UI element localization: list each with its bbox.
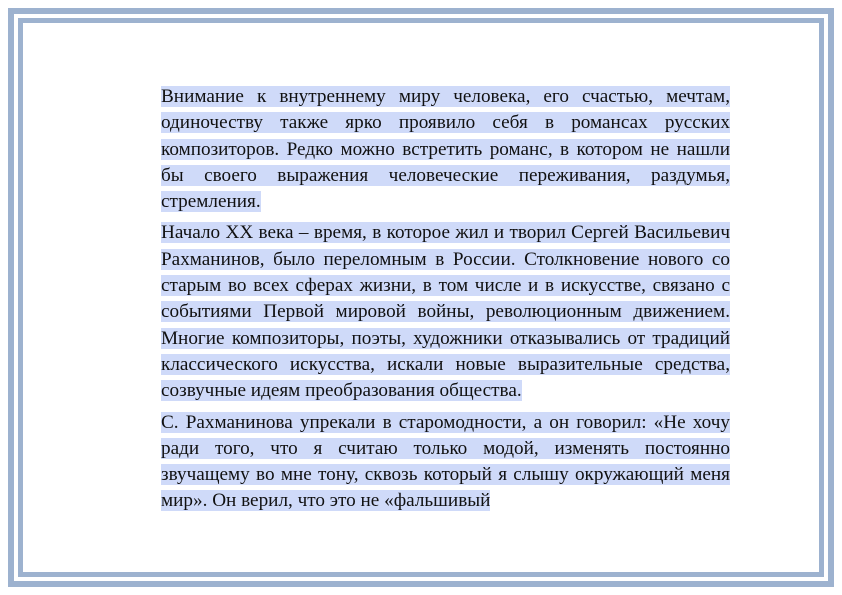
text-block — [161, 84, 730, 515]
paragraph-1-text: Внимание к внутреннему миру человека, его счастью, мечтам, одиночеству также ярко проявило себя в романсах русских композиторов. Редко можно встретить романс, в котором не нашли бы своего выражения человеческие переживания, раздумья, стремления. — [161, 86, 730, 213]
paragraph-2 — [161, 220, 730, 404]
paragraph-1 — [161, 84, 730, 215]
paragraph-3 — [161, 410, 730, 515]
paragraph-3-text: С. Рахманинова упрекали в старомодности, а он говорил: «Не хочу ради того, что я считаю только модой, изменять постоянно звучащему во мне тону, сквозь который я слышу окружающий меня мир». Он верил, что это не «фальшивый — [161, 411, 730, 512]
paragraph-2-text: Начало XX века – время, в которое жил и творил Сергей Васильевич Рахманинов, было переломным в России. Столкновение нового со старым во всех сферах жизни, в том числе и в искусстве, связано с событиями Первой мировой войны, революционным движением. Многие композиторы, поэты, художники отказывались от традиций классического искусства, искали новые выразительные средства, созвучные идеям преобразования общества. — [161, 222, 730, 402]
